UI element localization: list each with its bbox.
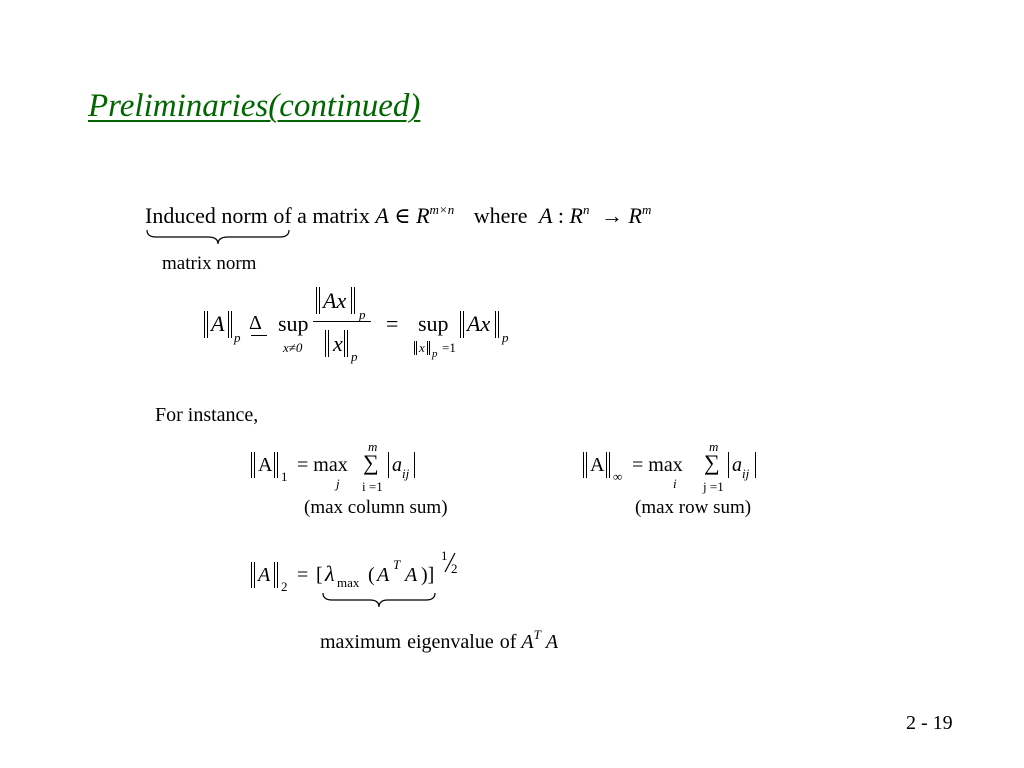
lambda-max-sub: max: [337, 575, 360, 590]
page-number: 2 - 19: [906, 712, 953, 734]
matrix-norm-label: matrix norm: [162, 253, 257, 274]
norm-bar: [254, 452, 255, 478]
equals-sign: =: [386, 311, 399, 336]
dimension-mxn: m×n: [429, 202, 455, 217]
max-eigenvalue-label: [320, 627, 559, 653]
norm-bar: [429, 341, 430, 355]
two-norm-transpose: T: [393, 557, 401, 572]
exponent-numerator: 1: [441, 548, 448, 563]
one-norm-sum-top: m: [368, 439, 378, 454]
domain-r: R: [569, 203, 583, 228]
two-norm-lparen: (: [368, 564, 375, 586]
def-lhs-a: A: [211, 311, 225, 336]
of-a-matrix: of a matrix: [273, 203, 370, 228]
norm-bar: [606, 452, 607, 478]
norm-bar: [274, 562, 275, 588]
norm-bar: [277, 562, 278, 588]
one-norm-a-ij: a: [392, 454, 402, 476]
rhs-ax: Ax: [467, 311, 491, 336]
summation-icon: ∑: [704, 450, 720, 475]
sup2-p: p: [432, 348, 438, 360]
dimension-n: n: [583, 202, 590, 217]
fraction-bar: [313, 321, 371, 322]
two-norm-close: )]: [421, 564, 435, 586]
one-norm-ij: ij: [402, 466, 410, 481]
for-instance-label: For instance,: [155, 404, 259, 426]
underbrace-induced-norm: [146, 228, 291, 248]
where-word: where: [473, 203, 528, 228]
norm-bar: [316, 287, 317, 314]
induced-word: Induced: [145, 203, 216, 228]
norm-bar: [328, 330, 329, 357]
inf-norm-sum-top: m: [709, 439, 719, 454]
norm-bar: [583, 452, 584, 478]
one-norm-eq-max: = max: [297, 454, 348, 476]
two-norm-a2: A: [405, 564, 418, 586]
sup-condition: x≠0: [283, 340, 303, 355]
abs-bar: [388, 452, 389, 478]
two-norm-at: A: [377, 564, 390, 586]
norm-bar: [347, 330, 348, 357]
inf-norm-a-ij: a: [732, 454, 742, 476]
norm-bar: [463, 311, 464, 338]
norm-bar: [274, 452, 275, 478]
two-norm-lbracket: [: [316, 564, 323, 586]
slide-title: Preliminaries(continued): [88, 88, 421, 124]
def-lhs-p: p: [234, 330, 241, 345]
norm-bar: [228, 311, 229, 338]
defined-as-delta: Δ: [249, 312, 262, 334]
induced-norm-line: [145, 202, 652, 228]
two-norm-a: A: [258, 564, 271, 586]
map-a: A: [538, 203, 553, 228]
norm-bar: [254, 562, 255, 588]
sup2-eq1: =1: [442, 340, 456, 355]
inf-norm-sub: ∞: [613, 469, 623, 484]
norm-word: norm: [221, 203, 268, 228]
one-norm-a: A: [258, 454, 273, 476]
norm-bar: [251, 452, 252, 478]
inf-norm-max-sub: i: [673, 476, 677, 491]
norm-bar: [460, 311, 461, 338]
label-a2: A: [545, 631, 559, 653]
inf-norm-a: A: [590, 454, 605, 476]
norm-bar: [207, 311, 208, 338]
norm-bar: [277, 452, 278, 478]
sup-operator-2: sup: [418, 311, 449, 336]
rhs-p: p: [502, 330, 509, 345]
exponent-denominator: 2: [451, 561, 458, 576]
denominator-p: p: [351, 349, 358, 364]
sup2-x: x: [419, 340, 425, 355]
abs-bar: [755, 452, 756, 478]
abs-bar: [728, 452, 729, 478]
two-norm-eq: =: [297, 564, 309, 586]
one-norm-max-sub: j: [336, 476, 340, 491]
norm-bar: [354, 287, 355, 314]
norm-bar: [325, 330, 326, 357]
label-a: A: [521, 631, 534, 653]
norm-bar: [319, 287, 320, 314]
norm-bar: [609, 452, 610, 478]
lambda-symbol: λ: [325, 561, 335, 586]
norm-bar: [231, 311, 232, 338]
norm-bar: [427, 341, 428, 355]
max-column-sum-caption: (max column sum): [304, 497, 448, 518]
delta-underline: [251, 335, 267, 336]
summation-icon: ∑: [363, 450, 379, 475]
two-norm-sub: 2: [281, 579, 288, 594]
one-norm-sub: 1: [281, 469, 288, 484]
real-space-r: R: [416, 203, 430, 228]
arrow-symbol: →: [601, 203, 623, 228]
denominator-x: x: [333, 331, 343, 356]
underbrace-lambda-max: [322, 591, 438, 611]
colon-symbol: :: [557, 203, 565, 228]
max-row-sum-caption: (max row sum): [635, 497, 752, 518]
inf-norm-sum-bot: j =1: [703, 479, 724, 494]
norm-bar: [204, 311, 205, 338]
numerator-ax: Ax: [323, 288, 347, 313]
norm-bar: [344, 330, 345, 357]
inf-norm-ij: ij: [742, 466, 750, 481]
one-norm-sum-bot: i =1: [362, 479, 383, 494]
inf-norm-eq-max: = max: [632, 454, 683, 476]
norm-bar: [586, 452, 587, 478]
norm-bar: [251, 562, 252, 588]
norm-bar: [351, 287, 352, 314]
dimension-m: m: [641, 202, 652, 217]
norm-bar: [495, 311, 496, 338]
max-eigenvalue-text: maximum eigenvalue of: [320, 631, 517, 653]
sup-operator: sup: [278, 311, 309, 336]
codomain-r: R: [628, 203, 642, 228]
label-transpose: T: [533, 627, 541, 642]
norm-bar: [414, 341, 415, 355]
abs-bar: [414, 452, 415, 478]
matrix-a: A: [375, 203, 389, 228]
norm-bar: [498, 311, 499, 338]
element-of-symbol: ∈: [394, 203, 411, 228]
numerator-p: p: [359, 307, 366, 322]
norm-bar: [416, 341, 417, 355]
